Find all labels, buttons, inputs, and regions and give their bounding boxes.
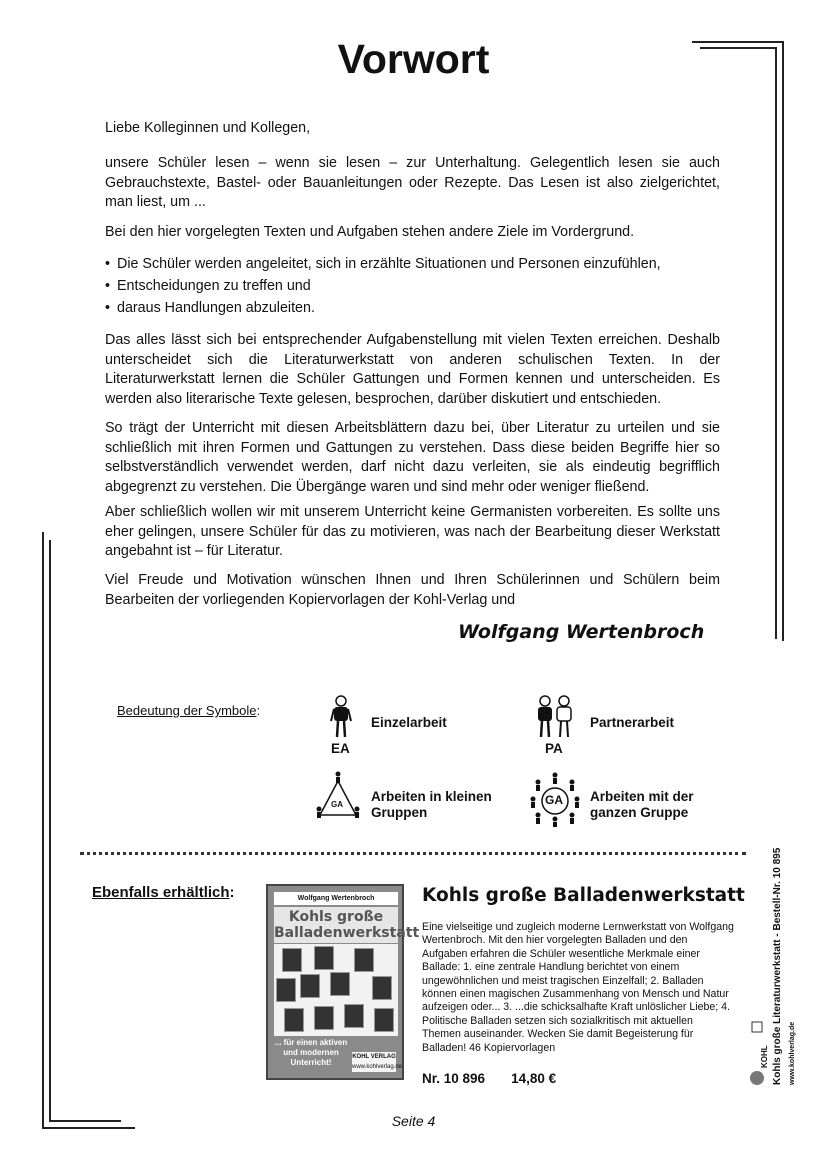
- frame-line: [42, 532, 44, 1129]
- portrait-image: [372, 976, 392, 1000]
- bullet-list: [105, 253, 745, 319]
- small-group-icon: [316, 771, 360, 823]
- symbols-heading: Bedeutung der Symbole:: [117, 703, 261, 718]
- signature: Wolfgang Wertenbroch: [458, 621, 705, 643]
- paragraph-1: unsere Schüler lesen – wenn sie lesen – zur Unterhaltung. Gelegentlich lesen sie auch Gebrauchstexte, Bastel- oder Bauanleitungen oder Rezepte. Das Lesen ist also zielgerichtet, man liest, um ...: [105, 155, 720, 211]
- greeting: Liebe Kolleginnen und Kollegen,: [105, 120, 311, 136]
- two-persons-icon: [535, 695, 575, 739]
- portrait-image: [344, 1004, 364, 1028]
- promo-title: Kohls große Balladenwerkstatt: [422, 885, 745, 906]
- symbol-label-pa: Partnerarbeit: [590, 715, 675, 730]
- portrait-image: [374, 1008, 394, 1032]
- book-cover-author: Wolfgang Wertenbroch: [274, 892, 398, 905]
- frame-line: [49, 540, 51, 1122]
- symbol-code-ga-small: GA: [331, 800, 343, 809]
- portrait-image: [300, 974, 320, 998]
- publisher-name: KOHL: [760, 1045, 769, 1068]
- frame-line: [782, 41, 784, 641]
- symbol-label-ea: Einzelarbeit: [371, 715, 447, 730]
- portrait-image: [314, 946, 334, 970]
- paragraph-4: So trägt der Unterricht mit diesen Arbeitsblättern dazu bei, über Literatur zu urteilen und sie schließlich mit ihren Formen und Gattungen zu verstehen. Dass diese beiden Begriffe hier so selbstverständlich verwendet werden, darf nicht dazu verleiten, sie als eindeutig begrifflich abgegrenzt zu verstehen. Die Übergänge waren und sind mehr oder weniger fließend.: [105, 420, 720, 495]
- symbol-label-ga-small: Arbeiten in kleinen Gruppen: [371, 789, 492, 820]
- paragraph-5: Aber schließlich wollen wir mit unserem Unterricht keine Germanisten vorbereiten. Es sollte uns eher gelingen, unsere Schüler für das zu motivieren, was nach der Bearbeitung dieser Werkstatt angebahnt ist – für Literatur.: [105, 504, 720, 560]
- promo-description: Eine vielseitige und zugleich moderne Lernwerkstatt von Wolfgang Wertenbroch. Mit den hier vorgelegten Balladen und den Aufgaben erfahren die Schüler wesentliche Merkmale einer Ballade: 1. eine zentrale Handlung berichtet von einem ungewöhnlichen und meist tragischen Einzelfall; 2. Balladen können einen magischen Zusammenhang von Mensch und Natur aufzeigen oder... 3. ...die schicksalhafte Kraft unlöslicher Liebe; 4. Politische Balladen setzen sich sozialkritisch mit aktuellen Themen auseinander. Wecken Sie damit Begeisterung für Balladen! 46 Kopiervorlagen: [422, 921, 734, 1054]
- portrait-image: [282, 948, 302, 972]
- symbol-code-ga-whole: GA: [545, 793, 563, 807]
- publisher-url: www.kohlverlag.de: [789, 1021, 796, 1085]
- page-title: Vorwort: [337, 36, 490, 82]
- sidebar-vertical-text: Kohls große Literaturwerkstatt - Bestell-Nr. 10 895: [772, 847, 783, 1085]
- bullet-item: • Die Schüler werden angeleitet, sich in erzählte Situationen und Personen einzufühlen,: [105, 253, 745, 275]
- portrait-image: [330, 972, 350, 996]
- symbol-code-ea: EA: [331, 741, 350, 756]
- paragraph-6: Viel Freude und Motivation wünschen Ihnen und Ihren Schülerinnen und Schülern beim Bearbeiten der vorliegenden Kopiervorlagen der Kohl-Verlag und: [105, 572, 720, 608]
- page-number: Seite 4: [391, 1113, 436, 1129]
- symbol-label-ga-whole: Arbeiten mit der ganzen Gruppe: [590, 789, 694, 820]
- frame-line: [775, 47, 777, 639]
- book-cover-slogan: ... für einen aktiven und modernen Unterricht!: [274, 1038, 348, 1067]
- portrait-image: [314, 1006, 334, 1030]
- paragraph-2: Bei den hier vorgelegten Texten und Aufgaben stehen andere Ziele im Vordergrund.: [105, 224, 635, 240]
- portrait-image: [284, 1008, 304, 1032]
- book-cover-title: Kohls große Balladenwerkstatt: [274, 909, 420, 941]
- paragraph-3: Das alles lässt sich bei entsprechender Aufgabenstellung mit vielen Texten erreichen. Deshalb unterscheidet sich die Literaturwerkstatt von anderen schulischen Texten. In der Literaturwerkstatt lernen die Schüler Gattungen und Formen kennen und unterscheiden. Es werden also literarische Texte gelesen, besprochen, darüber diskutiert und entschieden.: [105, 332, 720, 407]
- promo-order-price: Nr. 10 896 14,80 €: [422, 1071, 557, 1086]
- portrait-image: [276, 978, 296, 1002]
- symbol-code-pa: PA: [545, 741, 563, 756]
- bullet-item: • daraus Handlungen abzuleiten.: [105, 297, 745, 319]
- book-cover-portraits: [274, 944, 398, 1036]
- single-person-icon: [329, 695, 353, 739]
- book-cover-publisher-logo: KOHL VERLAG www.kohlverlag.de: [352, 1054, 403, 1070]
- also-available-heading: Ebenfalls erhältlich:: [92, 884, 235, 901]
- dotted-divider: [80, 852, 746, 855]
- portrait-image: [354, 948, 374, 972]
- book-cover: [266, 884, 420, 1080]
- bullet-item: • Entscheidungen zu treffen und: [105, 275, 745, 297]
